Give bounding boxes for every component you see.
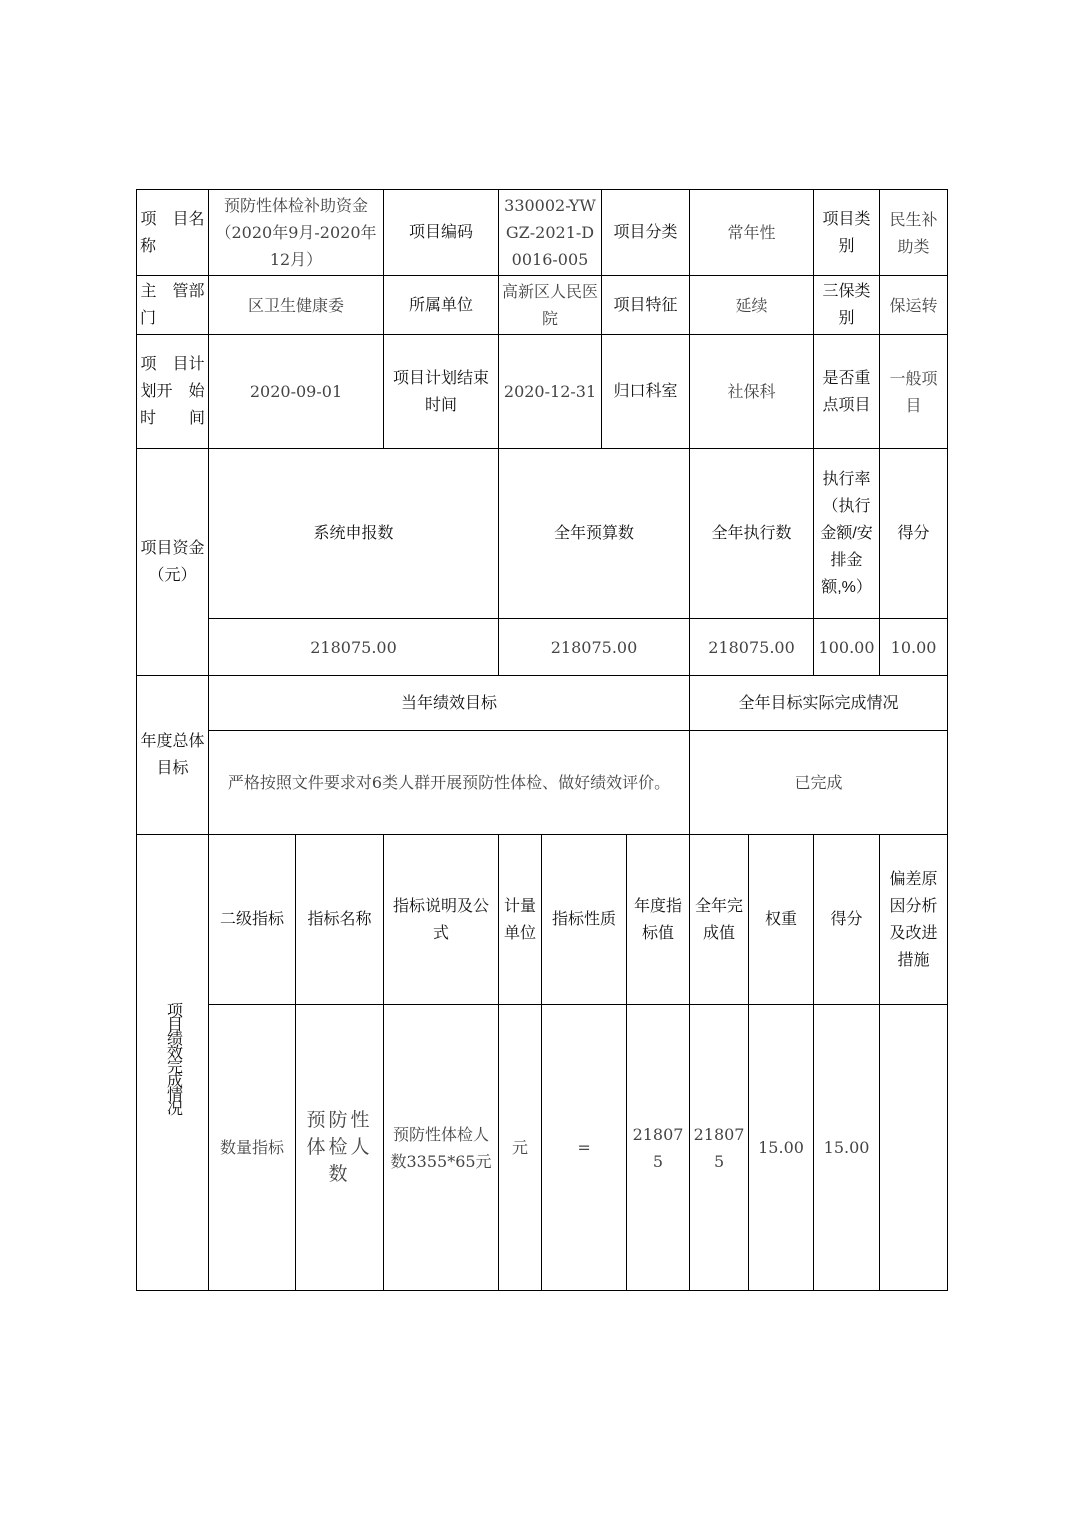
- declared-value: 218075.00: [209, 619, 499, 676]
- target-text: 严格按照文件要求对6类人群开展预防性体检、做好绩效评价。: [209, 731, 690, 835]
- key-project-value: 一般项目: [880, 335, 948, 449]
- execution-rate-value: 100.00: [814, 619, 880, 676]
- feature-value: 延续: [690, 276, 814, 335]
- budget-header: 全年预算数: [499, 449, 690, 619]
- department-value: 区卫生健康委: [209, 276, 384, 335]
- executed-header: 全年执行数: [690, 449, 814, 619]
- project-code-label: 项目编码: [384, 190, 499, 276]
- funds-score-value: 10.00: [880, 619, 948, 676]
- department-label: 主 管部门: [137, 276, 209, 335]
- perf-header-completed: 全年完成值: [690, 835, 749, 1005]
- project-type-value: 民生补助类: [880, 190, 948, 276]
- perf-header-nature: 指标性质: [542, 835, 627, 1005]
- project-name-label: 项 目名称: [137, 190, 209, 276]
- performance-evaluation-table: [136, 189, 948, 1291]
- table-row: [137, 1005, 948, 1291]
- perf-header-level2: 二级指标: [209, 835, 296, 1005]
- actual-text: 已完成: [690, 731, 948, 835]
- perf-nature: =: [542, 1005, 627, 1291]
- perf-level2: 数量指标: [209, 1005, 296, 1291]
- perf-target-value: 218075: [627, 1005, 690, 1291]
- goal-label: 年度总体目标: [137, 676, 209, 835]
- funds-score-header: 得分: [880, 449, 948, 619]
- perf-header-name: 指标名称: [296, 835, 384, 1005]
- start-date-value: 2020-09-01: [209, 335, 384, 449]
- start-date-label: 项 目计 划开 始时间: [137, 335, 209, 449]
- perf-unit: 元: [499, 1005, 542, 1291]
- project-type-label: 项目类别: [814, 190, 880, 276]
- budget-value: 218075.00: [499, 619, 690, 676]
- performance-label-text: 项目绩效完成情况: [164, 1002, 182, 1114]
- header-row-department: [137, 276, 948, 335]
- perf-score: 15.00: [814, 1005, 880, 1291]
- perf-completed-value: 218075: [690, 1005, 749, 1291]
- target-header: 当年绩效目标: [209, 676, 690, 731]
- perf-name: 预防性体检人数: [296, 1005, 384, 1291]
- project-name-value: 预防性体检补助资金（2020年9月-2020年12月）: [209, 190, 384, 276]
- office-value: 社保科: [690, 335, 814, 449]
- key-project-label: 是否重点项目: [814, 335, 880, 449]
- perf-formula: 预防性体检人数3355*65元: [384, 1005, 499, 1291]
- perf-header-unit: 计量单位: [499, 835, 542, 1005]
- perf-deviation: [880, 1005, 948, 1291]
- funds-values-row: [137, 619, 948, 676]
- unit-label: 所属单位: [384, 276, 499, 335]
- performance-header-row: [137, 835, 948, 1005]
- project-category-label: 项目分类: [602, 190, 690, 276]
- office-label: 归口科室: [602, 335, 690, 449]
- sanbao-label: 三保类别: [814, 276, 880, 335]
- feature-label: 项目特征: [602, 276, 690, 335]
- perf-header-target: 年度指标值: [627, 835, 690, 1005]
- perf-header-score: 得分: [814, 835, 880, 1005]
- goal-content-row: [137, 731, 948, 835]
- performance-label: [137, 835, 209, 1291]
- actual-header: 全年目标实际完成情况: [690, 676, 948, 731]
- unit-value: 高新区人民医院: [499, 276, 602, 335]
- funds-header-row: [137, 449, 948, 619]
- perf-header-weight: 权重: [749, 835, 814, 1005]
- sanbao-value: 保运转: [880, 276, 948, 335]
- end-date-label: 项目计划结束时间: [384, 335, 499, 449]
- header-row-project: [137, 190, 948, 276]
- executed-value: 218075.00: [690, 619, 814, 676]
- project-code-value: 330002-YWGZ-2021-D0016-005: [499, 190, 602, 276]
- header-row-schedule: [137, 335, 948, 449]
- perf-header-formula: 指标说明及公式: [384, 835, 499, 1005]
- funds-label: 项目资金（元）: [137, 449, 209, 676]
- project-category-value: 常年性: [690, 190, 814, 276]
- perf-header-deviation: 偏差原因分析及改进措施: [880, 835, 948, 1005]
- end-date-value: 2020-12-31: [499, 335, 602, 449]
- execution-rate-header: 执行率（执行金额/安排金额,%）: [814, 449, 880, 619]
- perf-weight: 15.00: [749, 1005, 814, 1291]
- goal-header-row: [137, 676, 948, 731]
- declared-header: 系统申报数: [209, 449, 499, 619]
